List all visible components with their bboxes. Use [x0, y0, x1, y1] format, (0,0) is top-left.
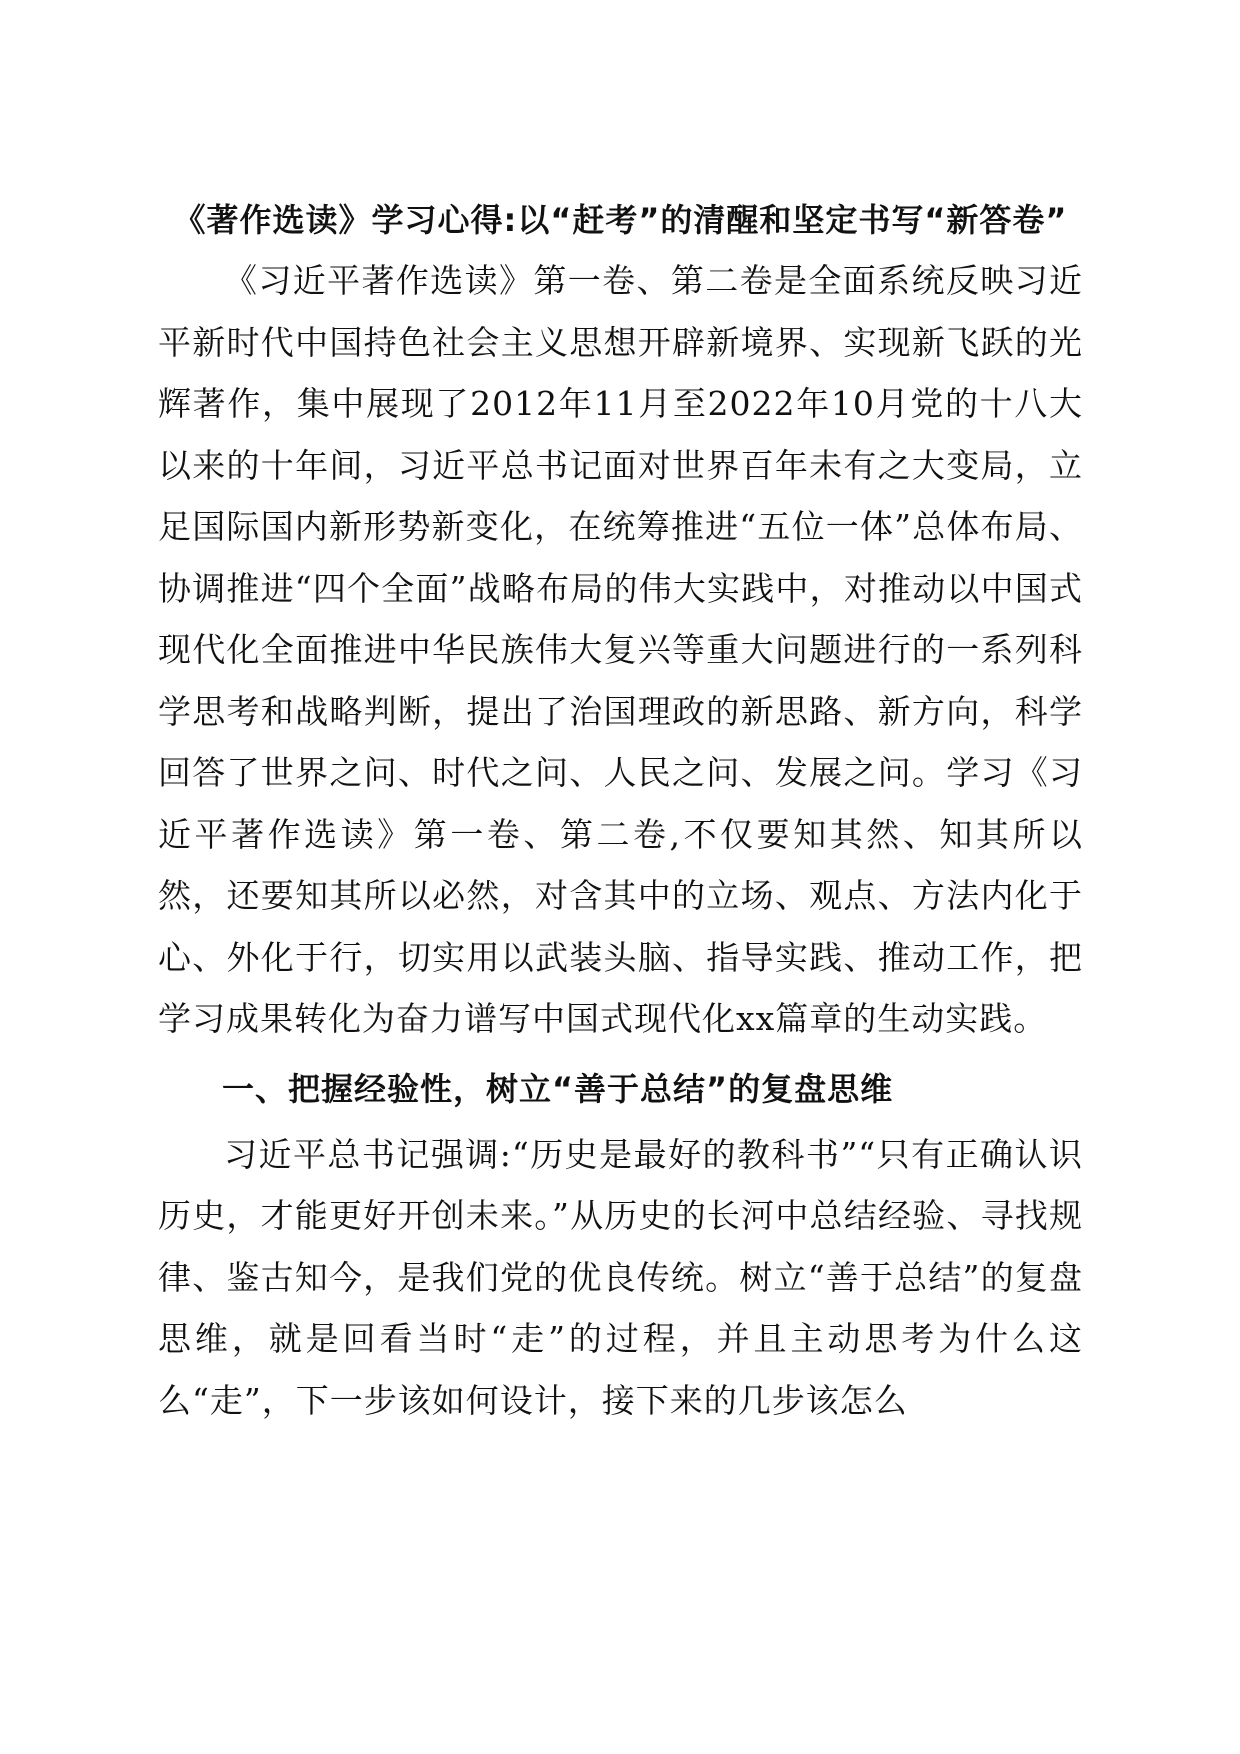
section-heading: 一、把握经验性，树立“善于总结”的复盘思维	[222, 1069, 894, 1108]
intro-paragraph: 《习近平著作选读》第一卷、第二卷是全面系统反映习近平新时代中国持色社会主义思想开辟新境界、实现新飞跃的光辉著作，集中展现了2012年11月至2022年10月党的十八大以来的十年间，习近平总书记面对世界百年未有之大变局，立足国际国内新形势新变化，在统筹推进“五位一体”总体布局、协调推进“四个全面”战略布局的伟大实践中，对推动以中国式现代化全面推进中华民族伟大复兴等重大问题进行的一系列科学思考和战略判断，提出了治国理政的新思路、新方向，科学回答了世界之问、时代之问、人民之问、发展之问。学习《习近平著作选读》第一卷、第二卷,不仅要知其然、知其所以然，还要知其所以必然，对含其中的立场、观点、方法内化于心、外化于行，切实用以武装头脑、指导实践、推动工作，把学习成果转化为奋力谱写中国式现代化xx篇章的生动实践。	[158, 261, 1083, 1038]
document-content	[158, 190, 1083, 1431]
section-paragraph: 习近平总书记强调:“历史是最好的教科书”“只有正确认识历史，才能更好开创未来。”从历史的长河中总结经验、寻找规律、鉴古知今，是我们党的优良传统。树立“善于总结”的复盘思维，就是回看当时“走”的过程，并且主动思考为什么这么“走”，下一步该如何设计，接下来的几步该怎么	[158, 1134, 1083, 1420]
document-title: 《著作选读》学习心得:以“赶考”的清醒和坚定书写“新答卷”	[173, 201, 1068, 239]
